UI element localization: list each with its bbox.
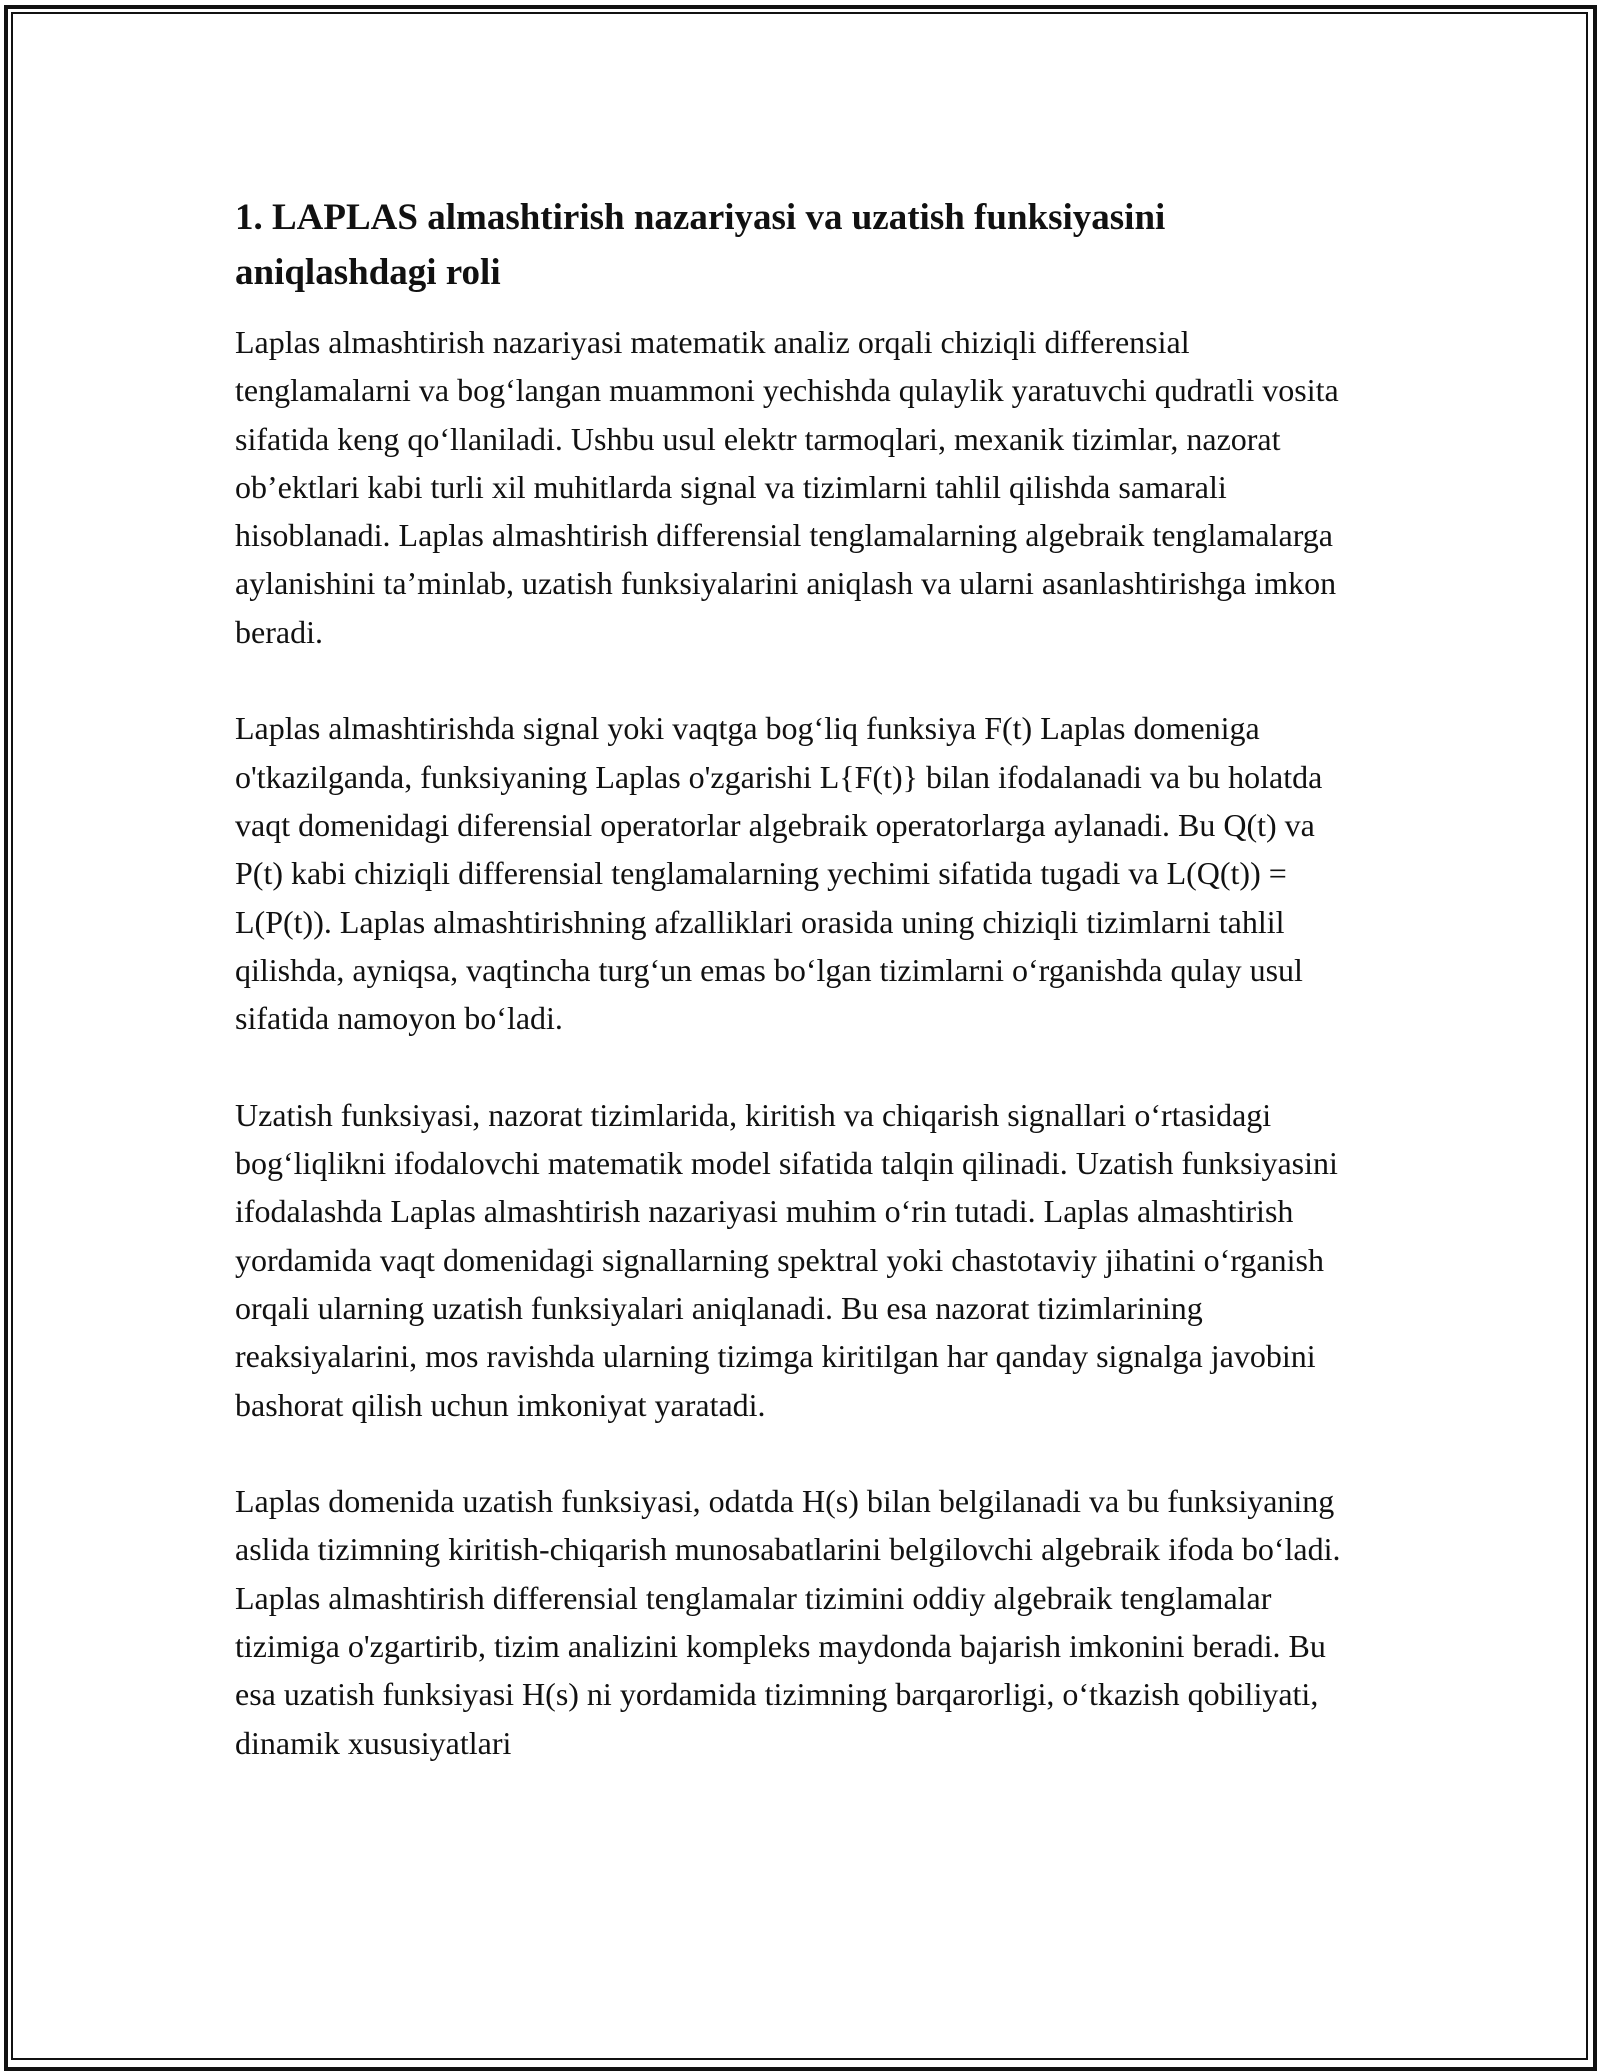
document-page xyxy=(235,190,1370,1815)
paragraph-3: Uzatish funksiyasi, nazorat tizimlarida, kiritish va chiqarish signallari o‘rtasidagi bog‘liqlikni ifodalovchi matematik model sifatida talqin qilinadi. Uzatish funksiyasini ifodalashda Laplas almashtirish nazariyasi muhim o‘rin tutadi. Laplas almashtirish yordamida vaqt domenidagi signallarning spektral yoki chastotaviy jihatini o‘rganish orqali ularning uzatish funksiyalari aniqlanadi. Bu esa nazorat tizimlarining reaksiyalarini, mos ravishda ularning tizimga kiritilgan har qanday signalga javobini bashorat qilish uchun imkoniyat yaratadi. xyxy=(235,1096,1338,1423)
paragraph-2: Laplas almashtirishda signal yoki vaqtga bog‘liq funksiya F(t) Laplas domeniga o'tkazilganda, funksiyaning Laplas o'zgarishi L{F(t)} bilan ifodalanadi va bu holatda vaqt domenidagi diferensial operatorlar algebraik operatorlarga aylanadi. Bu Q(t) va P(t) kabi chiziqli differensial tenglamalarning yechimi sifatida tugadi va L(Q(t)) = L(P(t)). Laplas almashtirishning afzalliklari orasida uning chiziqli tizimlarni tahlil qilishda, ayniqsa, vaqtincha turg‘un emas bo‘lgan tizimlarni o‘rganishda qulay usul sifatida namoyon bo‘ladi. xyxy=(235,710,1323,1037)
paragraph-4: Laplas domenida uzatish funksiyasi, odatda H(s) bilan belgilanadi va bu funksiyaning aslida tizimning kiritish-chiqarish munosabatlarini belgilovchi algebraik ifoda bo‘ladi. Laplas almashtirish differensial tenglamalar tizimini oddiy algebraik tenglamalar tizimiga o'zgartirib, tizim analizini kompleks maydonda bajarish imkonini beradi. Bu esa uzatish funksiyasi H(s) ni yordamida tizimning barqarorligi, o‘tkazish qobiliyati, dinamik xususiyatlari xyxy=(235,1483,1341,1761)
section-title: 1. LAPLAS almashtirish nazariyasi va uzatish funksiyasini aniqlashdagi roli xyxy=(235,197,1166,293)
paragraph-1: Laplas almashtirish nazariyasi matematik analiz orqali chiziqli differensial tenglamalarni va bog‘langan muammoni yechishda qulaylik yaratuvchi qudratli vosita sifatida keng qo‘llaniladi. Ushbu usul elektr tarmoqlari, mexanik tizimlar, nazorat ob’ektlari kabi turli xil muhitlarda signal va tizimlarni tahlil qilishda samarali hisoblanadi. Laplas almashtirish differensial tenglamalarning algebraik tenglamalarga aylanishini ta’minlab, uzatish funksiyalarini aniqlash va ularni asanlashtirishga imkon beradi. xyxy=(235,324,1339,650)
